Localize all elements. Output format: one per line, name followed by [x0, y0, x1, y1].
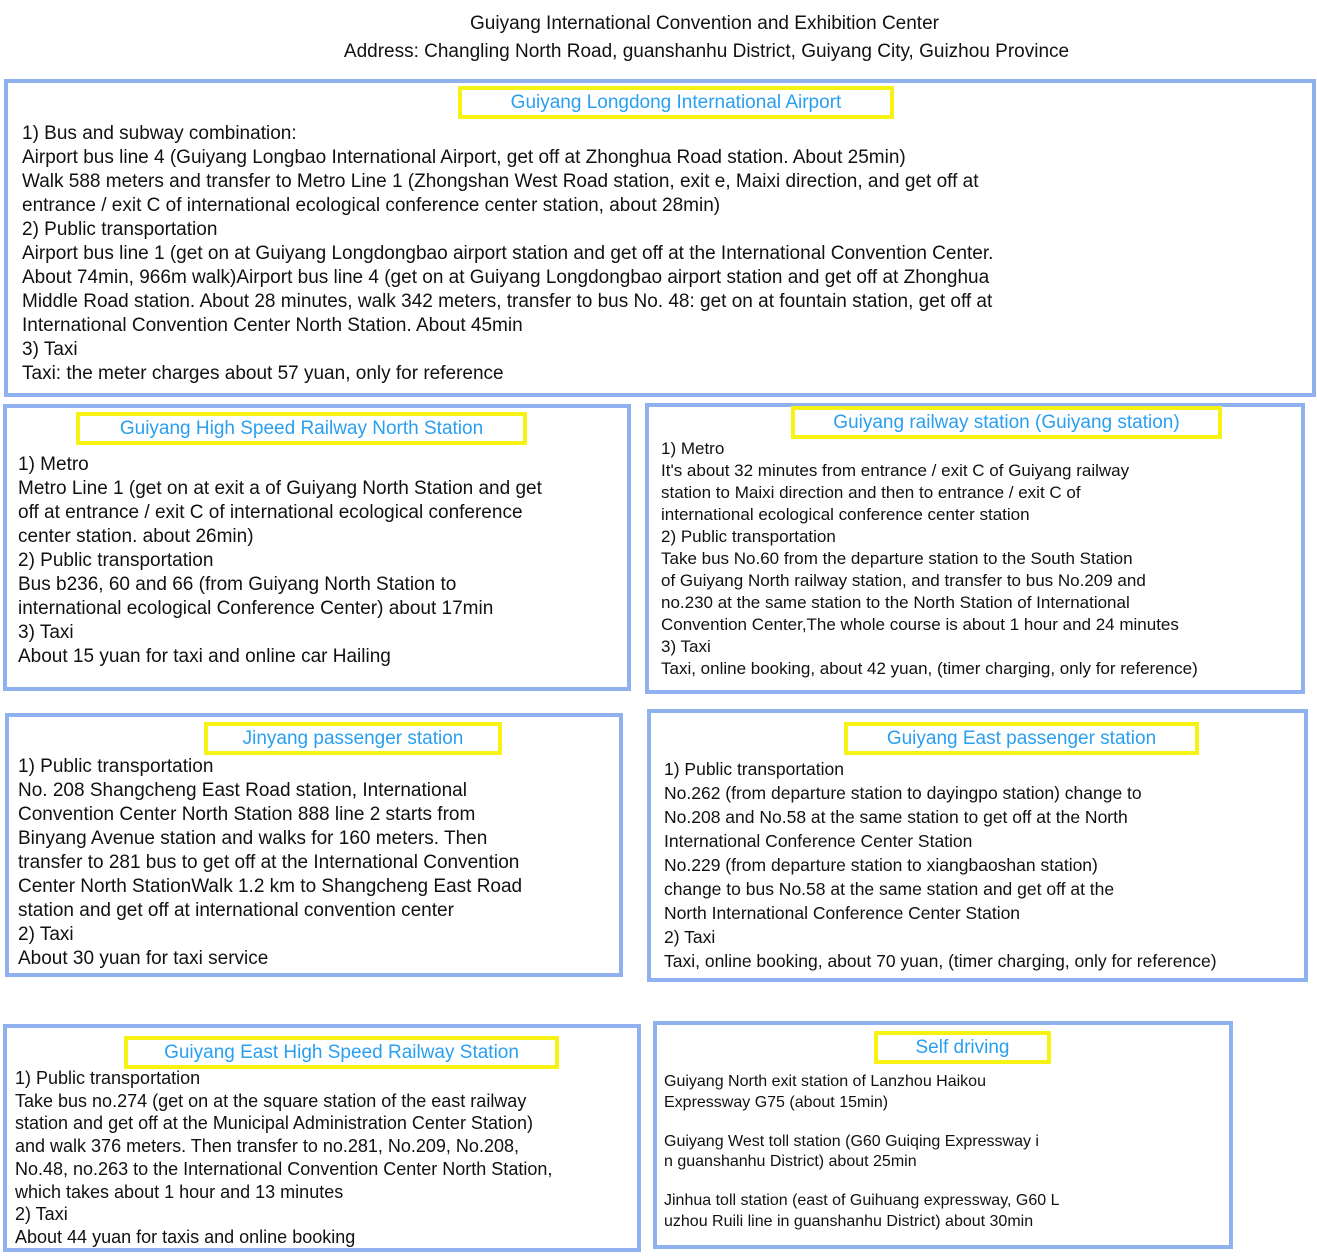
route-line: Guiyang West toll station (G60 Guiqing Expressway i	[664, 1132, 1039, 1150]
hsr-north-route-list	[18, 453, 542, 669]
airport-title: Guiyang Longdong International Airport	[458, 86, 894, 119]
east-passenger-title: Guiyang East passenger station	[844, 722, 1199, 755]
route-line: No.262 (from departure station to dayingpo station) change to	[664, 783, 1142, 803]
route-line: 1) Public transportation	[15, 1068, 201, 1088]
route-line: 1) Public transportation	[664, 759, 844, 779]
route-line: 1) Metro	[18, 454, 89, 475]
route-line: n guanshanhu District) about 25min	[664, 1153, 917, 1171]
route-line: Expressway G75 (about 15min)	[664, 1093, 889, 1111]
route-line: change to bus No.58 at the same station and get off at the	[664, 879, 1115, 899]
route-line: 2) Taxi	[18, 924, 74, 945]
east-passenger-route-list	[664, 757, 1217, 973]
jinyang-title: Jinyang passenger station	[204, 722, 502, 755]
route-line: international ecological Conference Center) about 17min	[18, 598, 494, 619]
route-line: Walk 588 meters and transfer to Metro Line 1 (Zhongshan West Road station, exit e, Maixi direction, and get off at	[22, 171, 979, 192]
route-line: No.229 (from departure station to xiangbaoshan station)	[664, 855, 1098, 875]
route-line: 3) Taxi	[18, 622, 74, 643]
hsr-north-title: Guiyang High Speed Railway North Station	[76, 412, 527, 445]
route-line: 1) Public transportation	[18, 756, 214, 777]
route-line: Middle Road station. About 28 minutes, walk 342 meters, transfer to bus No. 48: get on at fountain station, get off at	[22, 291, 993, 312]
route-line: Bus b236, 60 and 66 (from Guiyang North Station to	[18, 574, 457, 595]
railway-route-list	[661, 438, 1198, 680]
route-line: off at entrance / exit C of international ecological conference	[18, 502, 523, 523]
route-line: Airport bus line 4 (Guiyang Longbao International Airport, get off at Zhonghua Road station. About 25min)	[22, 147, 906, 168]
route-line: station to Maixi direction and then to entrance / exit C of	[661, 483, 1081, 502]
east-hsr-title: Guiyang East High Speed Railway Station	[124, 1036, 559, 1069]
route-line: Take bus No.60 from the departure station to the South Station	[661, 549, 1133, 568]
route-line: 2) Public transportation	[22, 219, 218, 240]
route-line: international ecological conference center station	[661, 505, 1030, 524]
route-line: 1) Metro	[661, 439, 725, 458]
jinyang-route-list	[18, 755, 522, 971]
route-line: About 44 yuan for taxis and online booking	[15, 1226, 356, 1247]
route-line: uzhou Ruili line in guanshanhu District) about 30min	[664, 1212, 1034, 1230]
east-hsr-route-list	[15, 1067, 552, 1249]
route-line: which takes about 1 hour and 13 minutes	[15, 1181, 344, 1202]
route-line: 1) Bus and subway combination:	[22, 123, 297, 144]
route-line: It's about 32 minutes from entrance / exit C of Guiyang railway	[661, 461, 1130, 480]
route-line: Taxi: the meter charges about 57 yuan, only for reference	[22, 363, 504, 384]
page-address: Address: Changling North Road, guanshanhu District, Guiyang City, Guizhou Province	[343, 41, 1070, 62]
route-line: No.208 and No.58 at the same station to get off at the North	[664, 807, 1128, 827]
route-line: Binyang Avenue station and walks for 160 meters. Then	[18, 828, 488, 849]
route-line: 3) Taxi	[22, 339, 78, 360]
route-line: 3) Taxi	[661, 637, 711, 656]
route-line: Taxi, online booking, about 42 yuan, (timer charging, only for reference)	[661, 659, 1198, 678]
route-line: About 15 yuan for taxi and online car Hailing	[18, 646, 391, 667]
route-line: Guiyang North exit station of Lanzhou Haikou	[664, 1073, 986, 1090]
route-line: No.48, no.263 to the International Convention Center North Station,	[15, 1158, 553, 1179]
route-line: Metro Line 1 (get on at exit a of Guiyang North Station and get	[18, 478, 542, 499]
route-line: center station. about 26min)	[18, 526, 254, 547]
spacer	[664, 1173, 1059, 1191]
route-line: 2) Public transportation	[18, 550, 214, 571]
spacer	[664, 1114, 1059, 1132]
route-line: Center North StationWalk 1.2 km to Shangcheng East Road	[18, 876, 523, 897]
page-header	[0, 10, 1317, 66]
airport-route-list	[22, 122, 993, 386]
route-line: Taxi, online booking, about 70 yuan, (timer charging, only for reference)	[664, 951, 1217, 971]
route-line: About 30 yuan for taxi service	[18, 948, 269, 969]
route-line: entrance / exit C of international ecological conference center station, about 28min)	[22, 195, 721, 216]
route-line: International Conference Center Station	[664, 831, 973, 851]
route-line: Convention Center,The whole course is about 1 hour and 24 minutes	[661, 615, 1179, 634]
route-line: International Convention Center North Station. About 45min	[22, 315, 523, 336]
route-line: 2) Taxi	[664, 927, 716, 947]
route-line: station and get off at international convention center	[18, 900, 454, 921]
route-line: Convention Center North Station 888 line 2 starts from	[18, 804, 476, 825]
route-line: North International Conference Center Station	[664, 903, 1021, 923]
route-line: Take bus no.274 (get on at the square station of the east railway	[15, 1090, 527, 1111]
self-driving-title: Self driving	[874, 1031, 1051, 1064]
route-line: station and get off at the Municipal Administration Center Station)	[15, 1113, 533, 1134]
route-line: and walk 376 meters. Then transfer to no.281, No.209, No.208,	[15, 1136, 519, 1157]
route-line: 2) Public transportation	[661, 527, 836, 546]
route-line: 2) Taxi	[15, 1204, 68, 1225]
route-line: transfer to 281 bus to get off at the International Convention	[18, 852, 520, 873]
route-line: no.230 at the same station to the North Station of International	[661, 593, 1130, 612]
page-title: Guiyang International Convention and Exhibition Center	[470, 13, 939, 34]
route-line: About 74min, 966m walk)Airport bus line 4 (get on at Guiyang Longdongbao airport station and get off at Zhonghua	[22, 267, 990, 288]
route-line: No. 208 Shangcheng East Road station, International	[18, 780, 467, 801]
route-line: of Guiyang North railway station, and transfer to bus No.209 and	[661, 571, 1146, 590]
route-line: Airport bus line 1 (get on at Guiyang Longdongbao airport station and get off at the International Convention Center.	[22, 243, 994, 264]
route-line: Jinhua toll station (east of Guihuang expressway, G60 L	[664, 1192, 1060, 1210]
railway-title: Guiyang railway station (Guiyang station)	[791, 406, 1222, 439]
self-driving-route-list	[664, 1072, 1059, 1233]
